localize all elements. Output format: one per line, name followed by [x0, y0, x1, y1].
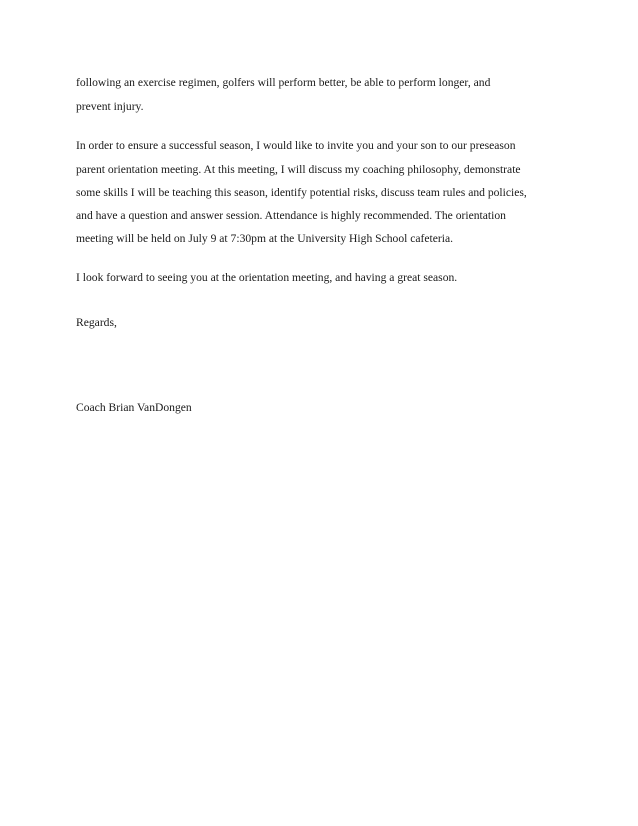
text-line: In order to ensure a successful season, I would like to invite you and your son to our preseason	[76, 139, 516, 152]
text-line: meeting will be held on July 9 at 7:30pm at the University High School cafeteria.	[76, 232, 454, 245]
text-line: some skills I will be teaching this season, identify potential risks, discuss team rules and policies,	[76, 186, 527, 199]
text-line: parent orientation meeting. At this meeting, I will discuss my coaching philosophy, demonstrate	[76, 163, 521, 176]
paragraph-closing-remark: I look forward to seeing you at the orientation meeting, and having a great season.	[76, 271, 458, 284]
text-line: prevent injury.	[76, 100, 144, 113]
text-line: following an exercise regimen, golfers will perform better, be able to perform longer, and	[76, 76, 491, 89]
text-line: and have a question and answer session. Attendance is highly recommended. The orientation	[76, 209, 506, 222]
signature-name: Coach Brian VanDongen	[76, 401, 192, 414]
closing-salutation: Regards,	[76, 316, 117, 329]
